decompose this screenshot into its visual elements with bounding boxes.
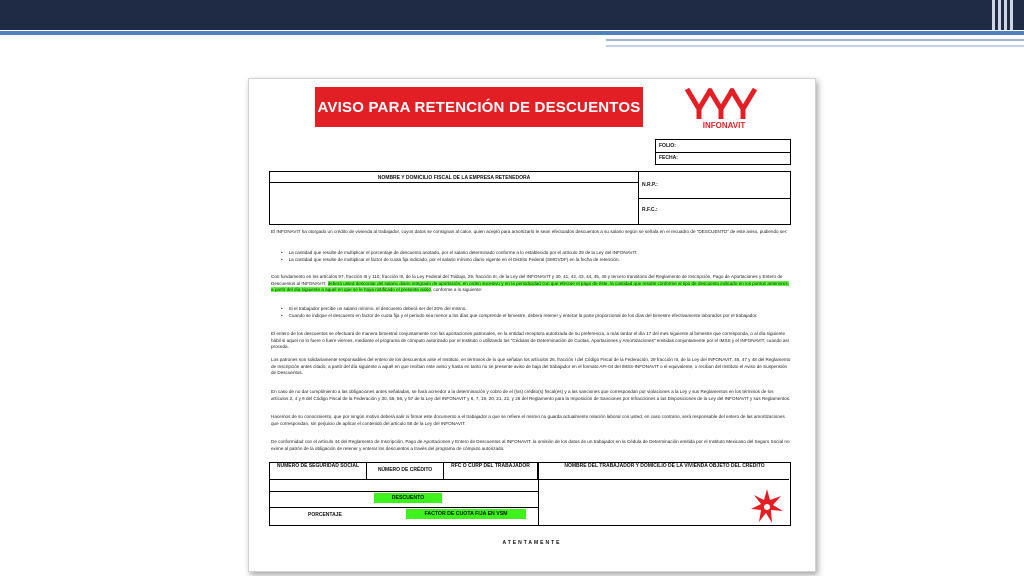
infonavit-logo-icon: [679, 83, 769, 123]
paragraph-fundamento: [271, 274, 791, 294]
empresa-header: NOMBRE Y DOMICILIO FISCAL DE LA EMPRESA RETENEDORA: [377, 175, 531, 181]
bullets-salario: [281, 306, 786, 319]
bullets-descuento: [281, 250, 786, 263]
fundamento-highlight: deberá usted descontar del salario diario integrado de aportación, en orden sucesivo y en la periodicidad con que efectúe el pago de éste, la cantidad que resulte conforme al tipo de descuento indicado en los puntos anteriores, a partir del día siguiente a aquel en que se le haya notificado el presente aviso: [271, 280, 790, 293]
infonavit-logo: [679, 83, 769, 135]
nrp-label: N.R.P.:: [642, 182, 658, 188]
porcentaje-label: PORCENTAJE: [308, 512, 342, 518]
rfc-label: R.F.C.:: [642, 207, 658, 213]
seal-icon: [751, 489, 783, 525]
folio-label: FOLIO:: [659, 143, 676, 149]
list-item: • La cantidad que resulte de multiplicar el factor de cuota fija indicado, por el salario mínimo diario vigente en el Distrito Federal (SMGVDF) en la fecha de retención.: [281, 257, 786, 264]
logo-text: INFONAVIT: [702, 121, 746, 130]
document-image: [248, 78, 816, 572]
col-nombre-domicilio: NOMBRE DEL TRABAJADOR Y DOMICILIO DE LA VIVIENDA OBJETO DEL CRÉDITO: [538, 463, 790, 479]
paragraph-conocimiento: Hacemos de su conocimiento, que por ningún motivo deberá salir ni firmar este documento a el trabajador a que se refiere el mismo no guarda actualmente relación laboral con usted, en caso contrario, será responsable del entero de las amortizaciones que correspondan, sin perjuicio de aplicar el contenido del artículo 58 de la Ley del INFONAVIT.: [271, 414, 785, 426]
closing-text: ATENTAMENTE: [502, 540, 562, 546]
list-item: • Cuando se indique el descuento en factor de cuota fija y el periodo sea menor a los días que comprende el bimestre, deberá retener y enterar la parte proporcional de los días del bimestre efectivamente laborados por el trabajador.: [281, 313, 786, 320]
top-bar-stripes: [992, 0, 1014, 30]
empresa-box: [269, 171, 791, 225]
fundamento-text: Con fundamento en los artículos 97, fracción III y 110, fracción III, de la Ley Federal del Trabajo, 29, fracción III, de la Ley del INFONAVIT y 40, 41, 42, 43, 44, 45, 46 y tercero transitorio del Reglamento de Inscripción, Pago de Aportaciones y Entero de Descuentos al INFONAVIT,: [271, 274, 783, 286]
factor-cuota-label: FACTOR DE CUOTA FIJA EN VSM: [406, 509, 526, 519]
paragraph-entero: El entero de los descuentos se efectuará de manera bimestral conjuntamente con las aportaciones patronales, en la entidad receptora autorizada de su preferencia, a más tardar el día 17 del mes siguiente al bimestre que corresponda, o al día siguiente hábil si aquel no lo fuere o fuere viernes, mediante el programa de cómputo autorizado por el Instituto o utilizando las "Cédulas de Determinación de Cuotas, Aportaciones y Amortizaciones" emitidas conjuntamente por el IMSS y el INFONAVIT, cuando así proceda.: [271, 331, 789, 350]
paragraph-credito: El INFONAVIT ha otorgado un crédito de vivienda al trabajador, cuyos datos se consignan al calce, quien aceptó para amortizarlo le sean efectuados descuentos a su salario según se señala en el recuadro de "DESCUENTO" de este aviso, pudiendo ser:: [271, 229, 788, 234]
col-credito: NÚMERO DE CRÉDITO: [367, 463, 444, 479]
descuento-label: DESCUENTO: [374, 493, 442, 503]
fecha-label: FECHA:: [659, 155, 678, 161]
list-item: • La cantidad que resulte de multiplicar el porcentaje de descuento anotado, por el salario determinado conforme a lo establecido por el artículo 29 de la Ley del INFONAVIT.: [281, 250, 786, 257]
folio-fecha-box: [655, 139, 791, 165]
list-item: • Si el trabajador percibe un salario mínimo, el descuento deberá ser del 20% del mismo.: [281, 306, 786, 313]
trabajador-table: [269, 462, 791, 526]
accent-line-thin: [606, 39, 1024, 41]
col-rfc-curp: RFC O CURP DEL TRABAJADOR: [444, 463, 538, 479]
document-title: AVISO PARA RETENCIÓN DE DESCUENTOS: [315, 87, 643, 127]
paragraph-responsables: Los patrones son solidariamente responsables del entero de los descuentos ante el Instituto, en términos de lo que señalan los artículos 26, fracción I del Código Fiscal de la Federación, 29 fracción III, de la Ley del INFONAVIT, 46, 47 y 48 del Reglamento de Inscripción antes citado, a partir del día siguiente a aquél en que reciban este aviso y hasta en tanto no se presente aviso de baja del trabajador en el formato AFI-04 del IMSS-INFONAVIT o el equivalente, o reciban del Instituto el Aviso de Suspensión de Descuentos.: [271, 357, 791, 376]
fundamento-end: , conforme a lo siguiente:: [430, 287, 483, 293]
col-nss: NÚMERO DE SEGURIDAD SOCIAL: [270, 463, 367, 479]
accent-line-thin-2: [606, 45, 1024, 47]
paragraph-conformidad: De conformidad con el artículo 44 del Reglamento de Inscripción, Pago de Aportaciones y Entero de Descuentos al INFONAVIT, la omisión de los datos de un trabajador en la Cédula de Determinación emitida por el Instituto Mexicano del Seguro Social no exime al patrón de la obligación de retener y enterar los descuentos a través del programa de cómputo autorizado.: [271, 439, 790, 451]
accent-line: [0, 31, 1024, 35]
slide-top-bar: [0, 0, 1024, 30]
paragraph-sanciones: En caso de no dar cumplimiento a las obligaciones antes señaladas, se hará acreedor a la determinación y cobro de el (los) crédito(s) fiscal(es) y a las sanciones que correspondan por violaciones a la Ley y sus Reglamentos en los términos de los artículos 2, 4 y 6 del Código Fiscal de la Federación y 30, 55, 56, y 57 de la Ley del INFONAVIT y 6, 7, 19, 20, 21, 22, y 26 del Reglamento para la Imposición de Sanciones por Infracciones a las Disposiciones de la Ley del INFONAVIT y sus Reglamentos.: [271, 389, 791, 401]
